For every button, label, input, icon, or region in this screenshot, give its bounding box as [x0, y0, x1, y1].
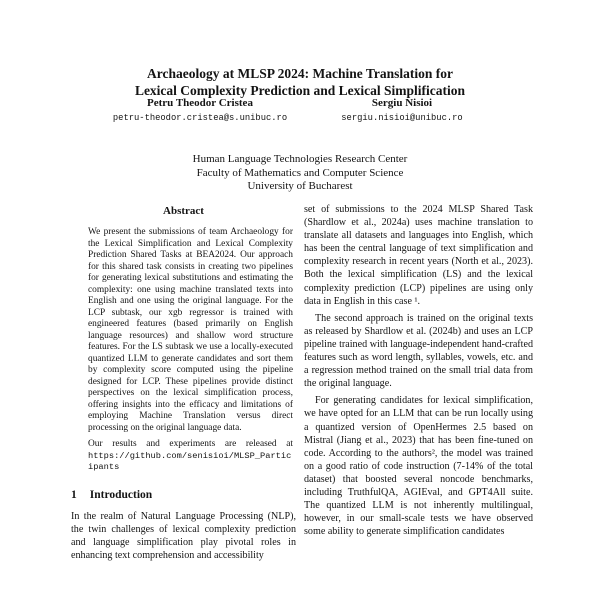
affiliation-line: Human Language Technologies Research Center: [192, 153, 408, 165]
paper-title-line1: Archaeology at MLSP 2024: Machine Translation for: [147, 66, 453, 82]
section-heading-introduction: [71, 489, 296, 501]
author-name: Petru Theodor Cristea: [147, 97, 253, 109]
body-paragraph: For generating candidates for lexical simplification, we have opted for an LLM that can be run locally using a quantized version of OpenHermes 2.5 based on Mistral (Jiang et al., 2023) that has been fine-tuned on code. According to the authors², the model was trained on a good ratio of code instruction (7-14% of the total dataset) that boosted several noncode benchmarks, including TruthfulQA, AGIEval, and GPT4All suite. The quantized LLM is not inherently multilingual, however, in our small-scale tests we have observed some ability to generate simplification candidates: [304, 395, 533, 538]
abstract-paragraph: We present the submissions of team Archaeology for the Lexical Simplification and Lexical Complexity Prediction Shared Tasks at BEA2024. Our approach for this shared task consists in creating two pipelines for generating lexical substitutions and estimating the complexity: one using machine translated texts into English and one using the original language. For the LCP subtask, our xgb regressor is trained with engineered features (based primarily on English language resources) and shallow word structure features. For the LS subtask we use a locally-executed quantized LLM to generate candidates and sort them by complexity score computed using the pipeline designed for LCP. These pipelines provide distinct perspectives on the lexical simplification process, offering insights into the efficacy and limitations of employing Machine Translation versus direct processing on the original language data.: [88, 227, 293, 433]
author-email: sergiu.nisioi@unibuc.ro: [341, 113, 463, 123]
body-paragraph: The second approach is trained on the original texts as released by Shardlow et al. (2024b) and uses an LCP pipeline trained with language-independent hand-crafted features such as word length, syllables, vowels, etc. and a regression method trained on the small trial data from the original language.: [304, 312, 533, 390]
section-number: 1: [71, 488, 77, 501]
author-name: Sergiu Nisioi: [371, 97, 433, 109]
right-column: [304, 203, 533, 538]
abstract-heading: Abstract: [163, 205, 204, 217]
body-paragraph: set of submissions to the 2024 MLSP Shared Task (Shardlow et al., 2024a) uses machine translation to translate all datasets and languages into English, which has been the central language of text simplification and complexity research in recent years (North et al., 2023). Both the lexical simplification (LS) and the lexical complexity prediction (LCP) pipelines are using only data in English in this case ¹.: [304, 204, 533, 307]
author-block-2: [282, 97, 522, 124]
abstract-release-note: [88, 439, 293, 474]
release-text: Our results and experiments are released at: [88, 439, 293, 449]
author-email: petru-theodor.cristea@s.unibuc.ro: [112, 113, 288, 123]
affiliation-line: Faculty of Mathematics and Computer Science: [196, 166, 404, 179]
paper-title-line2: Lexical Complexity Prediction and Lexical Simplification: [134, 82, 466, 98]
affiliation-line: University of Bucharest: [247, 180, 353, 192]
paper-title: [0, 66, 600, 99]
github-link[interactable]: https://github.com/senisioi/MLSP_Participants: [88, 450, 292, 472]
left-column: [71, 203, 296, 562]
affiliation: [0, 153, 600, 194]
introduction-paragraph: In the realm of Natural Language Processing (NLP), the twin challenges of lexical complexity prediction and language simplification play pivotal roles in enhancing text comprehension and accessibility: [71, 510, 296, 561]
section-title: Introduction: [89, 488, 153, 501]
